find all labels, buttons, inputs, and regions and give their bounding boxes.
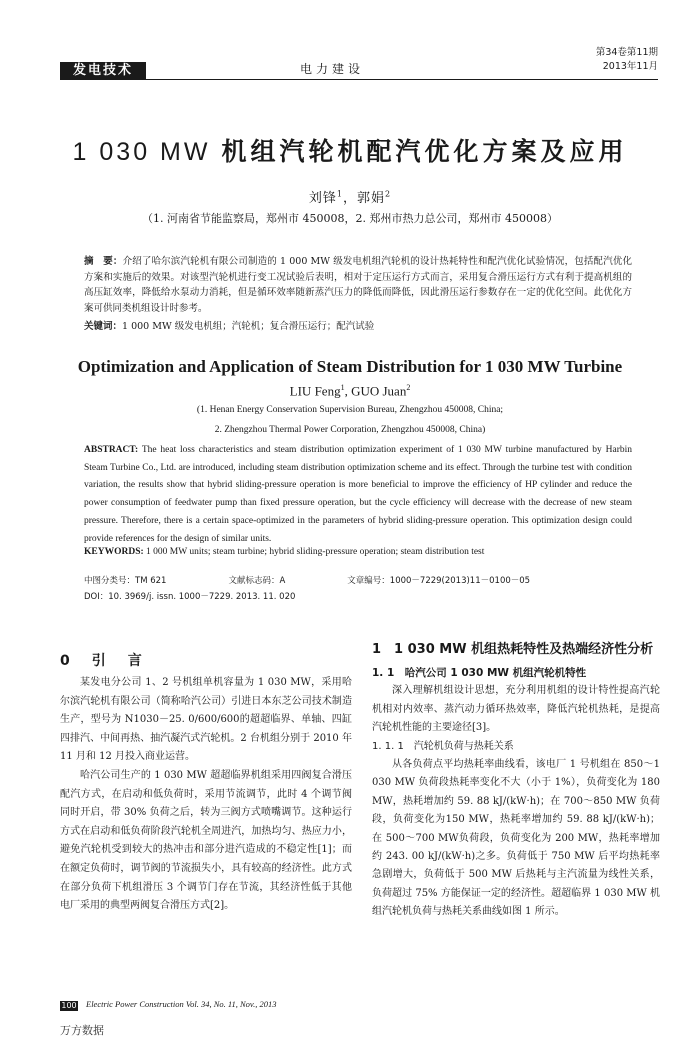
abstract-en-label: ABSTRACT: [84, 445, 139, 455]
volume-issue: 第34卷第11期 [595, 47, 658, 58]
abstract-cn [84, 254, 632, 316]
page-number: 100 [61, 1001, 77, 1010]
section-tag: 发电技术 [60, 62, 146, 80]
affiliation-cn: （1. 河南省节能监察局，郑州市 450008，2. 郑州市热力总公司，郑州市 450008） [142, 212, 558, 225]
author-en-1: LIU Feng [289, 383, 341, 399]
page-title-cn [0, 132, 700, 168]
section-1-heading: 1 1 030 MW 机组热耗特性及热端经济性分析 [372, 642, 654, 657]
author-en-2: GUO Juan [351, 383, 407, 399]
keywords-en-label: KEYWORDS: [84, 547, 144, 557]
paragraph: 深入理解机组设计思想，充分利用机组的设计特性提高汽轮机相对内效率、蒸汽动力循环热效率，降低汽轮机热耗，是提高汽轮机性能的主要途径[3]。 [372, 685, 660, 734]
affiliation-en-2: 2. Zhengzhou Thermal Power Corporation, Zhengzhou 450008, China) [214, 425, 486, 435]
author-1: 刘锋 [308, 191, 337, 206]
left-column [60, 674, 352, 916]
title-number: 1 030 MW [72, 138, 211, 166]
keywords-en [84, 547, 632, 557]
affiliation-en-1: (1. Henan Energy Conservation Supervision Bureau, Zhengzhou 450008, China; [196, 405, 504, 415]
keywords-cn-label: 关键词： [84, 321, 123, 332]
doi: DOI：10. 3969/j. issn. 1000－7229. 2013. 11. 020 [84, 592, 296, 602]
page-title-en: Optimization and Application of Steam Distribution for 1 030 MW Turbine [77, 357, 623, 376]
author-2: 郭娟 [357, 191, 386, 206]
authors-cn [0, 187, 700, 206]
paragraph: 某发电分公司 1、2 号机组单机容量为 1 030 MW，采用哈尔滨汽轮机有限公司（简称哈汽公司）引进日本东芝公司技术制造生产，型号为 N1030－25. 0/600/600的超超临界、单轴、四缸四排汽、中间再热、抽汽凝汽式汽轮机。2 台机组分别于 2010 年 11 月和 12 月投入商业运营。 [60, 677, 352, 763]
abstract-cn-label: 摘 要： [84, 256, 123, 267]
article-number: 文章编号：1000－7229(2013)11－0100－05 [347, 576, 531, 586]
author-en-2-sup: 2 [406, 383, 411, 392]
title-text: 机组汽轮机配汽优化方案及应用 [221, 137, 628, 166]
author-sep: ， [342, 191, 357, 206]
journal-name: 电力建设 [300, 62, 365, 76]
doc-code: 文献标志码：A [228, 576, 286, 586]
abstract-en [84, 442, 632, 548]
clc-number: 中图分类号：TM 621 [84, 576, 167, 586]
issue-date: 2013年11月 [602, 61, 658, 72]
meta-line [84, 574, 592, 586]
right-column [372, 640, 660, 922]
paragraph: 哈汽公司生产的 1 030 MW 超超临界机组采用四阀复合滑压配汽方式，在启动和低负荷时，采用节流调节，此时 4 个调节阀同时开启，带 30% 负荷之后，转为三阀方式喷嘴调节。这种运行方式在启动和低负荷阶段汽轮机全周进汽，加热均匀、热应力小，避免汽轮机受到较大的热冲击和部分进汽造成的不稳定性[1]；而在额定负荷时，调节阀的节流损失小，具有较高的经济性。此方式在部分负荷下机组滑压 3 个调节门存在节流，其经济性低于其他电厂采用的典型两阀复合滑压方式[2]。 [60, 769, 352, 912]
abstract-en-text: The heat loss characteristics and steam distribution optimization experiment of 1 030 MW turbine manufactured by Harbin Steam Turbine Co., Ltd. are introduced, including steam distribution optimization scheme and its effect. Through the turbine test with condition variation, the results show that hybrid sliding-pressure operation is more beneficial to improve the efficiency of HP cylinder and reduce the power consumption of feedwater pump than fixed pressure operation, but the cycle efficiency will decrease with the decrease of new steam pressure. Therefore, there is a certain space-optimized in the parameters of hybrid sliding-pressure operation. This optimization design could provide references for the design of similar units. [84, 445, 632, 544]
author-1-sup: 1 [336, 189, 343, 199]
section-0-heading: 0 引 言 [60, 653, 146, 669]
author-en-1-sup: 1 [340, 383, 345, 392]
keywords-en-text: 1 000 MW units; steam turbine; hybrid sliding-pressure operation; steam distribution test [143, 547, 485, 557]
keywords-cn-text: 1 000 MW 级发电机组；汽轮机；复合滑压运行；配汽试验 [122, 321, 375, 332]
author-2-sup: 2 [385, 189, 392, 199]
keywords-cn [84, 318, 632, 332]
header-rule [60, 79, 658, 80]
author-en-sep: , [344, 383, 352, 399]
abstract-cn-text: 介绍了哈尔滨汽轮机有限公司制造的 1 000 MW 级发电机组汽轮机的设计热耗特性和配汽优化试验情况，包括配汽优化方案和实施后的效果。对该型汽轮机进行变工况试验后表明，相对于定压运行方式而言，采用复合滑压运行方式有利于提高机组的高压缸效率，降低给水泵动力消耗，但是循环效率随新蒸汽压力的降低而降低，因此滑压运行参数存在一定的优化空间。此优化方案可供同类机组设计时参考。 [84, 256, 632, 314]
watermark: 万方数据 [60, 1024, 104, 1037]
footer-citation: Electric Power Construction Vol. 34, No. 11, Nov., 2013 [86, 999, 277, 1009]
paragraph: 从各负荷点平均热耗率曲线看，该电厂 1 号机组在 850～1 030 MW 负荷段热耗率变化不大（小于 1%），负荷变化为 180 MW，热耗增加约 59. 88 kJ/(kW·h)；在 700～850 MW 负荷段，负荷变化为150 MW，热耗率增加约 59. 88 kJ/(kW·h)；在 500～700 MW负荷段，负荷变化为 200 MW，热耗率增加约 243. 00 kJ/(kW·h)之多。负荷低于 750 MW 后平均热耗率急剧增大，负荷低于 500 MW 后热耗与主汽流量为线性关系，负荷超过 75% 方能保证一定的经济性。超超临界 1 030 MW 机组汽轮机负荷与热耗关系曲线如图 1 所示。 [372, 759, 660, 918]
authors-en [0, 383, 700, 399]
issue-info [596, 46, 658, 74]
section-1-1-1-heading: 1. 1. 1 汽轮机负荷与热耗关系 [372, 740, 514, 752]
section-1-1-heading: 1. 1 哈汽公司 1 030 MW 机组汽轮机特性 [372, 667, 587, 679]
